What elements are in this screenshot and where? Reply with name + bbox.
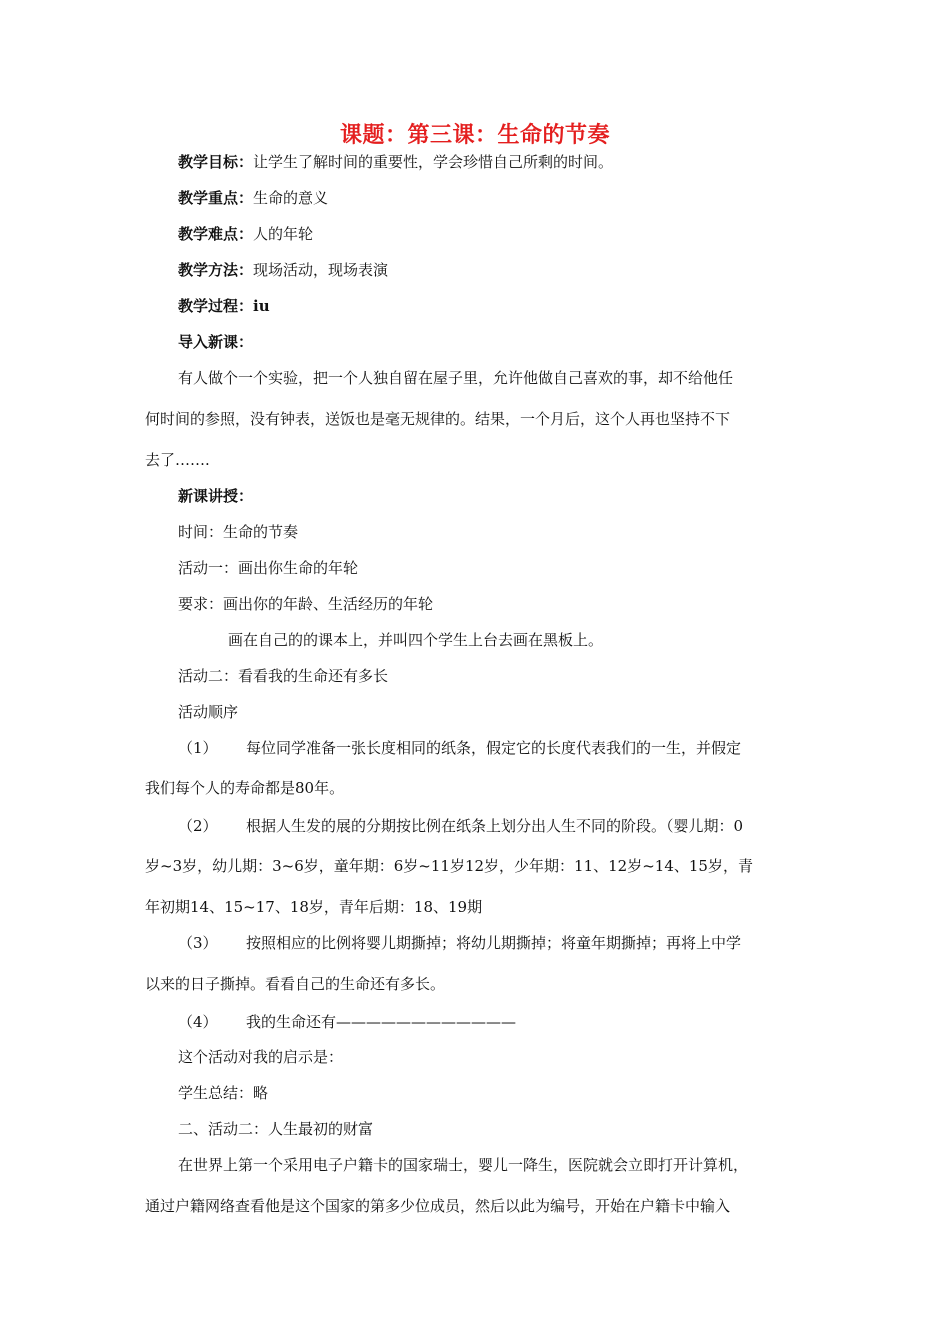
step-4 — [178, 1012, 516, 1032]
intro-heading: 导入新课： — [178, 333, 254, 351]
step-text: 我的生命还有———————————— — [246, 1013, 517, 1031]
objective-label: 教学目标： — [178, 153, 254, 171]
step-number: （2） — [178, 817, 218, 835]
step-text-cont: 年初期14、15~17、18岁，青年后期：18、19期 — [145, 898, 483, 916]
step-3 — [178, 933, 741, 953]
intro-paragraph-line: 去了……. — [145, 451, 210, 469]
method-line — [178, 260, 388, 280]
objective-value: 让学生了解时间的重要性，学会珍惜自己所剩的时间。 — [253, 153, 614, 171]
activity-two-heading: 二、活动二：人生最初的财富 — [178, 1120, 374, 1138]
objective-line — [178, 152, 613, 172]
lesson-title: 课题：第三课：生命的节奏 — [339, 123, 610, 148]
step-number: （3） — [178, 934, 218, 952]
step-1 — [178, 738, 741, 758]
time-line: 时间：生命的节奏 — [178, 523, 299, 541]
intro-paragraph-line: 何时间的参照，没有钟表，送饭也是毫无规律的。结果，一个月后，这个人再也坚持不下 — [145, 410, 731, 428]
summary-line: 学生总结：略 — [178, 1084, 269, 1102]
process-line — [178, 296, 270, 316]
difficulty-value: 人的年轮 — [253, 225, 314, 243]
requirement-detail-line: 画在自己的的课本上，并叫四个学生上台去画在黑板上。 — [228, 631, 604, 649]
step-text: 根据人生发的展的分期按比例在纸条上划分出人生不同的阶段。（婴儿期：0 — [246, 817, 744, 835]
final-paragraph-line: 通过户籍网络查看他是这个国家的第多少位成员，然后以此为编号，开始在户籍卡中输入 — [145, 1197, 731, 1215]
activity1-line: 活动一：画出你生命的年轮 — [178, 559, 359, 577]
focus-line — [178, 188, 328, 208]
final-paragraph-line: 在世界上第一个采用电子户籍卡的国家瑞士，婴儿一降生，医院就会立即打开计算机， — [178, 1156, 749, 1174]
step-text-cont: 岁~3岁，幼儿期：3~6岁，童年期：6岁~11岁12岁，少年期：11、12岁~14、15岁，青 — [145, 857, 753, 875]
process-value: iu — [253, 297, 270, 315]
requirement-line: 要求：画出你的年龄、生活经历的年轮 — [178, 595, 434, 613]
focus-label: 教学重点： — [178, 189, 254, 207]
step-number: （4） — [178, 1013, 218, 1031]
step-text: 按照相应的比例将婴儿期撕掉；将幼儿期撕掉；将童年期撕掉；再将上中学 — [246, 934, 742, 952]
step-text: 每位同学准备一张长度相同的纸条，假定它的长度代表我们的一生，并假定 — [246, 739, 742, 757]
focus-value: 生命的意义 — [253, 189, 329, 207]
process-label: 教学过程： — [178, 297, 254, 315]
step-number: （1） — [178, 739, 218, 757]
activity2-line: 活动二：看看我的生命还有多长 — [178, 667, 389, 685]
new-lesson-heading: 新课讲授： — [178, 487, 254, 505]
step-text-cont: 以来的日子撕掉。看看自己的生命还有多长。 — [145, 975, 446, 993]
method-label: 教学方法： — [178, 261, 254, 279]
difficulty-label: 教学难点： — [178, 225, 254, 243]
difficulty-line — [178, 224, 313, 244]
intro-paragraph-line: 有人做个一个实验，把一个人独自留在屋子里，允许他做自己喜欢的事，却不给他任 — [178, 369, 734, 387]
step-text-cont: 我们每个人的寿命都是80年。 — [145, 779, 345, 797]
method-value: 现场活动，现场表演 — [253, 261, 389, 279]
insight-line: 这个活动对我的启示是： — [178, 1048, 344, 1066]
order-line: 活动顺序 — [178, 703, 239, 721]
step-2 — [178, 816, 743, 836]
